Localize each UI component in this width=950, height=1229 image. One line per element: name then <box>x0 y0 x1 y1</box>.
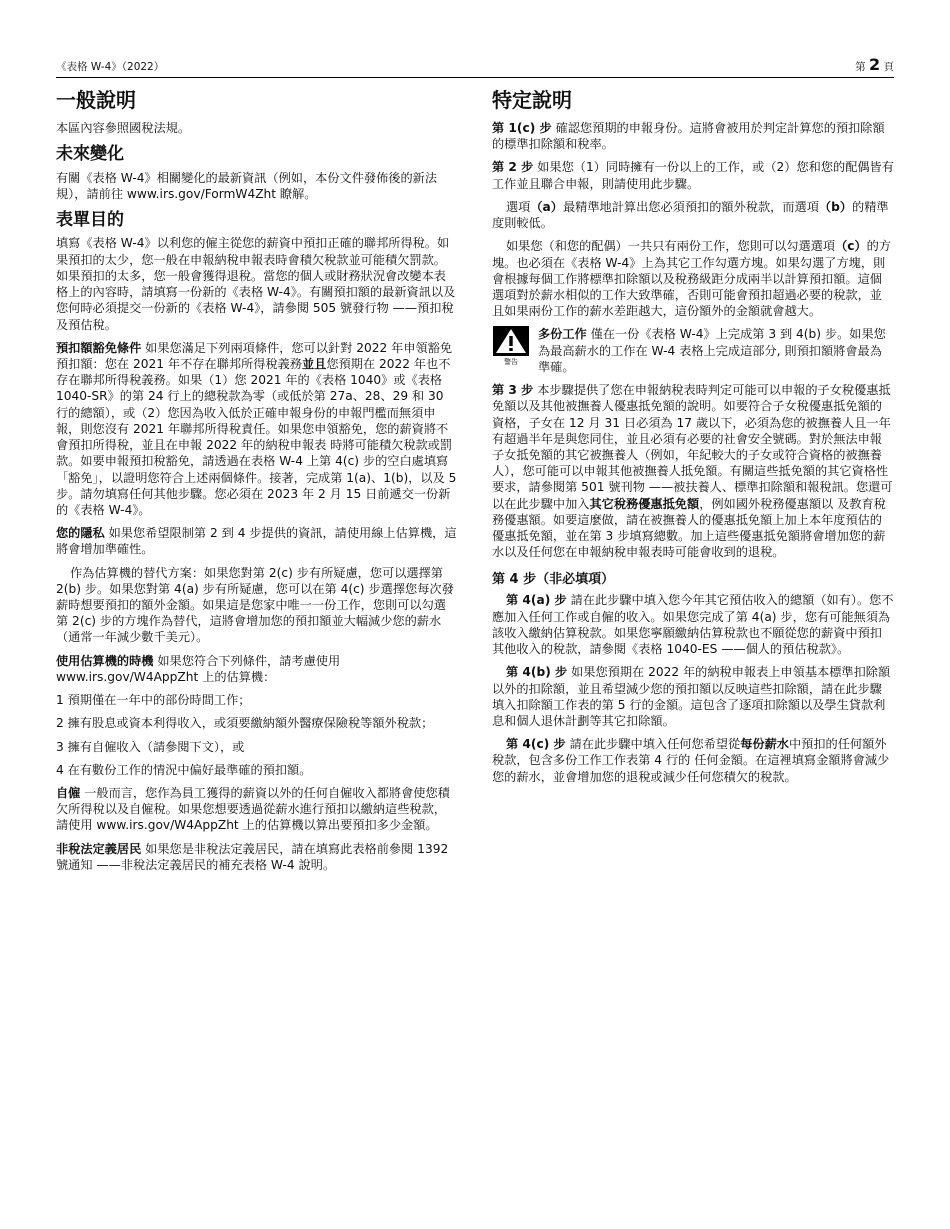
step-3-paragraph: 第 3 步 本步驟提供了您在申報納稅表時判定可能可以申報的子女稅優惠抵免額以及其他被撫養人優惠抵免額的說明。如要符合子女稅優惠抵免額的資格，子女在 12 月 31 日必須為 17 歲以下，必須為您的被撫養人且一年有超過半年是與您同住，並且必須有必要的社會安全號碼。對於無法申報子女抵免額的其它被撫養人（例如，年紀較大的子女或符合資格的被撫養人），您可能可以申報其他被撫養人抵免額。有關這些抵免額的其它資格性要求，請參閱第 501 號刊物 ——被扶養人、標準扣除額和報稅訊。您還可以在此步驟中加入其它稅務優惠抵免額，例如國外稅務優惠額以 及教育稅務優惠額。如要這麼做，請在被撫養人的優惠抵免額上加上本年度預估的優惠抵免額，並在第 3 步填寫總數。加上這些優惠抵免額將會增加您的薪水以及任何您在申報納稅申報表時可能會收到的退稅。 <box>492 383 893 560</box>
option-a-paragraph: 選項（a）最精準地計算出您必須預扣的額外稅款，而選項（b）的精準度則較低。 <box>492 199 889 231</box>
specific-instructions-title: 特定說明 <box>492 88 572 112</box>
privacy-paragraph: 您的隱私 如果您希望限制第 2 到 4 步提供的資訊，請使用線上估算機，這將會增加準確性。 <box>56 526 457 557</box>
multiple-jobs-text: 多份工作 僅在一份《表格 W-4》上完成第 3 到 4(b) 步。如果您為最高薪水的工作在 W-4 表格上完成這部分, 則預扣額將會最為準確。 <box>538 327 886 374</box>
estimator-list-item-2: 2 擁有股息或資本利得收入，或須要繳納額外醫療保險稅等額外稅款； <box>56 716 434 731</box>
estimator-list-item-3: 3 擁有自僱收入（請參閱下文），或 <box>56 739 245 754</box>
self-employment-paragraph: 自僱 一般而言，您作為員工獲得的薪資以外的任何自僱收入都將會使您積欠所得稅以及自僱稅。如果您想要透過從薪水進行預扣以繳納這些稅款，請使用 www.irs.gov/W4AppZht 上的估算機以算出要預扣多少金額。 <box>56 786 450 833</box>
right-column <box>492 86 894 792</box>
exemption-paragraph: 預扣額豁免條件 如果您滿足下列兩項條件，您可以針對 2022 年申領豁免預扣額：您在 2021 年不存在聯邦所得稅義務並且您預期在 2022 年也不存在聯邦所得稅義務。如果（1）您 2021 年的《表格 1040》或《表格 1040-SR》的第 24 行上的總稅款為零（或低於第 27a、28、29 和 30 行的總額），或（2）您因為收入低於正確申報身份的申報門檻而無須申報，則您沒有 2021 年聯邦所得稅責任。如果您申領豁免，您的薪資將不會預扣所得稅，並且在申報 2022 年的納稅申報表 時將可能積欠稅款或罰款。如要申報預扣稅豁免，請透過在表格 W-4 上第 4(c) 步的空白處填寫「豁免」，以證明您符合上述兩個條件。接著，完成第 1(a)、1(b)，以及 5 步。請勿填寫任何其他步驟。您必須在 2023 年 2 月 15 日前遞交一份新的《表格 W-4》。 <box>56 340 457 517</box>
step-4b-paragraph: 第 4(b) 步 如果您預期在 2022 年的納稅申報表上申領基本標準扣除額以外的扣除額，並且希望減少您的預扣額以反映這些扣除額，請在此步驟填入扣除額工作表的第 5 行的金額。這包含了逐項扣除額以及學生貸款利息和個人退休計劃等其它扣除額。 <box>492 665 891 728</box>
estimator-paragraph: 使用估算機的時機 如果您符合下列條件，請考慮使用 www.irs.gov/W4AppZht 上的估算機： <box>56 653 341 684</box>
future-developments-text: 有關《表格 W-4》相關變化的最新資訊（例如，本份文件發佈後的新法規），請前往 www.irs.gov/FormW4Zht 瞭解。 <box>56 170 438 201</box>
step-4c-paragraph: 第 4(c) 步 請在此步驟中填入任何您希望從每份薪水中預扣的任何額外稅款，包含多份工作工作表第 4 行的 任何金額。在這裡填寫金額將會減少您的薪水，並會增加您的退稅或減少任何您積欠的稅款。 <box>492 737 890 784</box>
warning-icon <box>492 326 530 367</box>
future-developments-title: 未來變化 <box>56 144 124 165</box>
purpose-text: 填寫《表格 W-4》以利您的僱主從您的薪資中預扣正確的聯邦所得稅。如果預扣的太少，您一般在申報納稅申報表時會積欠稅款並可能積欠罰款。如果預扣的太多，您一般會獲得退稅。當您的個人或財務狀況會改變本表格上的內容時，請填寫一份新的《表格 W-4》。有關預扣額的最新資訊以及您何時必須提交一份新的《表格 W-4》，請參閱 505 號發行物 ——預扣稅及預估稅。 <box>56 236 456 332</box>
purpose-title: 表單目的 <box>56 210 124 231</box>
page-number: 2 <box>869 55 881 74</box>
step-4a-paragraph: 第 4(a) 步 請在此步驟中填入您今年其它預估收入的總額（如有）。您不應加入任何工作或自僱的收入。如果您完成了第 4(a) 步，您有可能無須為該收入繳納估算稅款。如果您寧願繳納估算稅款也不願從您的薪資中預扣其他收入的稅款，請參閱《表格 1040-ES ——個人的預估稅款》。 <box>492 593 894 657</box>
multiple-jobs-warning <box>492 326 894 375</box>
step-1c-paragraph: 第 1(c) 步 確認您預期的申報身份。這將會被用於判定計算您的預扣除額的標準扣除額和稅率。 <box>492 121 885 152</box>
general-instructions-title: 一般說明 <box>56 88 136 112</box>
page-number-label: 第 2 頁 <box>855 55 894 74</box>
page-header <box>56 54 894 78</box>
step-4-title: 第 4 步（非必填項） <box>492 572 615 588</box>
estimator-list-item-4: 4 在有數份工作的情況中偏好最準確的預扣額。 <box>56 762 312 777</box>
warning-label: 警告 <box>504 358 518 367</box>
alternative-paragraph: 作為估算機的替代方案：如果您對第 2(c) 步有所疑慮，您可以選擇第 2(b) 步。如果您對第 4(a) 步有所疑慮，您可以在第 4(c) 步選擇您每次發薪時想要預扣的額外金額。如果這是您家中唯一一份工作，您則可以勾選第 2(c) 步的方塊作為替代，這將會增加您的預扣額並大幅減少您的薪水（通常一年減少數千美元）。 <box>56 565 454 645</box>
estimator-list-item-1: 1 預期僅在一年中的部份時間工作； <box>56 693 251 708</box>
nonresident-paragraph: 非稅法定義居民 如果您是非稅法定義居民，請在填寫此表格前參閱 1392 號通知 ——非稅法定義居民的補充表格 W-4 說明。 <box>56 841 449 872</box>
form-title: 《表格 W-4》（2022） <box>56 61 165 73</box>
step-2-paragraph: 第 2 步 如果您（1）同時擁有一份以上的工作，或（2）您和您的配偶皆有工作並且聯合申報，則請使用此步驟。 <box>492 160 894 191</box>
general-intro: 本區內容參照國稅法規。 <box>56 121 191 135</box>
two-jobs-paragraph: 如果您（和您的配偶）一共只有兩份工作，您則可以勾選選項（c）的方塊。也必須在《表格 W-4》上為其它工作勾選方塊。如果勾選了方塊，則會根據每個工作將標準扣除額以及稅務級距分成兩半以計算預扣額。這個選項對於薪水相似的工作大致準確，否則可能會預扣超過必要的稅款，並且如果兩份工作的薪水差距越大，這份額外的金額就會越大。 <box>492 239 892 319</box>
left-column <box>56 86 458 880</box>
